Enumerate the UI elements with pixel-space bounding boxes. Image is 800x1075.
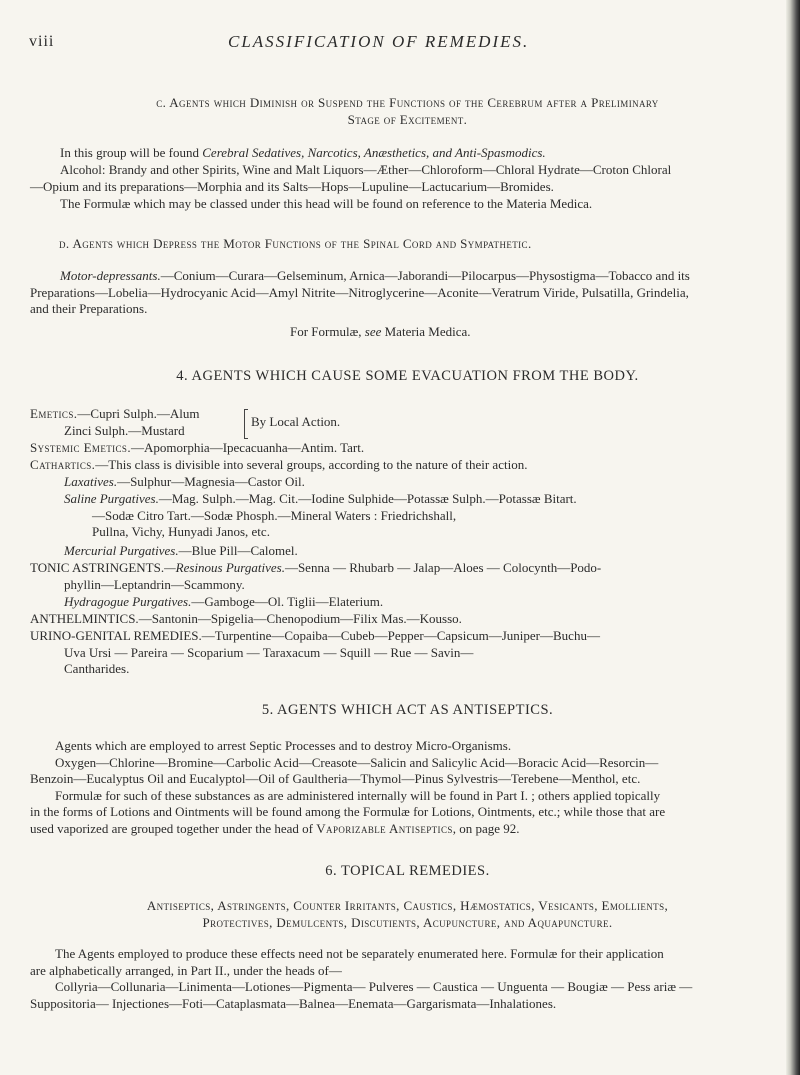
motor-depressants-label: Motor-depressants. bbox=[60, 268, 161, 283]
section-5-p1: Agents which are employed to arrest Septic Processes and to destroy Micro-Organisms. bbox=[55, 738, 512, 753]
hydragogue-label: Hydragogue Purgatives. bbox=[64, 594, 192, 609]
cathartics-text: —This class is divisible into several groups, according to the nature of their action. bbox=[95, 457, 528, 472]
anthelmintics-text: —Santonin—Spigelia—Chenopodium—Filix Mas.—Kousso. bbox=[138, 611, 462, 626]
urino-line2: Uva Ursi — Pareira — Scoparium — Taraxacum — Squill — Rue — Savin— bbox=[64, 644, 474, 660]
urino-genital-remedies bbox=[30, 628, 770, 678]
section-4-heading: 4. AGENTS WHICH CAUSE SOME EVACUATION FROM THE BODY. bbox=[176, 368, 639, 384]
mercurial-label: Mercurial Purgatives. bbox=[64, 543, 179, 558]
section-5-p3-line1: Formulæ for such of these substances as are administered internally will be found in Part I. ; others applied topically bbox=[55, 787, 661, 803]
section-c-intro-prefix: In this group will be found bbox=[60, 145, 203, 160]
saline-purgatives bbox=[64, 491, 764, 541]
hydragogue-text: —Gamboge—Ol. Tiglii—Elaterium. bbox=[191, 594, 384, 609]
urino-label: URINO-GENITAL REMEDIES. bbox=[30, 628, 202, 643]
formulae-ref-see: see bbox=[364, 324, 382, 339]
tonic-line1-text: —Senna — Rhubarb — Jalap—Aloes — Colocynth—Podo- bbox=[284, 560, 602, 575]
running-title: CLASSIFICATION OF REMEDIES. bbox=[228, 32, 530, 51]
saline-line1-text: —Mag. Sulph.—Mag. Cit.—Iodine Sulphide—Potassæ Sulph.—Potassæ Bitart. bbox=[158, 491, 577, 506]
formulae-ref-target: Materia Medica. bbox=[381, 324, 471, 339]
systemic-emetics-text: —Apomorphia—Ipecacuanha—Antim. Tart. bbox=[130, 440, 365, 455]
section-6-heading: 6. TOPICAL REMEDIES. bbox=[325, 863, 490, 879]
tonic-label: TONIC ASTRINGENTS. bbox=[30, 560, 165, 575]
tonic-line1 bbox=[30, 560, 770, 577]
tonic-line2: phyllin—Leptandrin—Scammony. bbox=[64, 576, 245, 592]
urino-line1-text: —Turpentine—Copaiba—Cubeb—Pepper—Capsicum—Juniper—Buchu— bbox=[201, 628, 600, 643]
anthelmintics-label: ANTHELMINTICS. bbox=[30, 611, 139, 626]
section-c-heading-line1: c. Agents which Diminish or Suspend the Functions of the Cerebrum after a Preliminary bbox=[156, 95, 659, 110]
section-6-p1-line1: The Agents employed to produce these effects need not be separately enumerated here. Formulæ for their application bbox=[55, 946, 664, 961]
section-6-categories bbox=[40, 898, 775, 931]
local-action-label: By Local Action. bbox=[251, 414, 341, 429]
cathartics bbox=[30, 457, 770, 474]
systemic-emetics-label: Systemic Emetics. bbox=[30, 440, 131, 455]
section-6-p2-line2: Suppositoria— Injectiones—Foti—Cataplasmata—Balnea—Enemata—Gargarismata—Inhalationes. bbox=[30, 995, 557, 1011]
mercurial-text: —Blue Pill—Calomel. bbox=[178, 543, 298, 558]
section-6-p2-line1: Collyria—Collunaria—Linimenta—Lotiones—Pigmenta— Pulveres — Caustica — Unguenta — Bougiæ — Pess ariæ — bbox=[55, 979, 693, 994]
section-d-heading: d. Agents which Depress the Motor Functions of the Spinal Cord and Sympathetic. bbox=[59, 236, 532, 251]
laxatives bbox=[64, 474, 764, 491]
hydragogue-purgatives bbox=[64, 594, 764, 611]
section-5-p2-line1: Oxygen—Chlorine—Bromine—Carbolic Acid—Creasote—Salicin and Salicylic Acid—Boracic Acid—Resorcin— bbox=[55, 754, 659, 770]
saline-line1 bbox=[64, 491, 764, 508]
section-c-intro bbox=[60, 145, 760, 162]
urino-line1 bbox=[30, 628, 770, 645]
tonic-astringents bbox=[30, 560, 770, 593]
saline-label: Saline Purgatives. bbox=[64, 491, 159, 506]
section-6-body bbox=[30, 946, 770, 1012]
section-c-list bbox=[30, 162, 770, 195]
emetics-block bbox=[30, 406, 270, 439]
section-c-list-line2: —Opium and its preparations—Morphia and its Salts—Hops—Lupuline—Lactucarium—Bromides. bbox=[30, 178, 554, 194]
section-5-p3-line3-suffix: , on page 92. bbox=[452, 820, 520, 836]
section-5-heading: 5. AGENTS WHICH ACT AS ANTISEPTICS. bbox=[261, 702, 554, 718]
section-5-p2-line2: Benzoin—Eucalyptus Oil and Eucalyptol—Oil of Gaultheria—Thymol—Pinus Sylvestris—Terebene—Menthol, etc. bbox=[30, 771, 641, 786]
vaporizable-antiseptics-ref: Vaporizable Antiseptics bbox=[316, 820, 453, 836]
emetics-line1-text: —Cupri Sulph.—Alum bbox=[77, 406, 200, 421]
urino-line3: Cantharides. bbox=[64, 661, 130, 676]
section-5-p3-line2: in the forms of Lotions and Ointments will be found among the Formulæ for Lotions, Ointments, etc.; while those that are bbox=[30, 804, 666, 819]
section-d-formulae-ref bbox=[290, 324, 590, 341]
emetics-label: Emetics. bbox=[30, 406, 78, 421]
section-5-p3-line3 bbox=[30, 821, 770, 838]
book-spine-shadow bbox=[786, 0, 800, 1075]
page-number: viii bbox=[29, 33, 55, 50]
laxatives-label: Laxatives. bbox=[64, 474, 118, 489]
section-d-line3: and their Preparations. bbox=[30, 301, 148, 316]
section-d-body bbox=[30, 268, 770, 318]
section-d-line1-text: —Conium—Curara—Gelseminum, Arnica—Jaborandi—Pilocarpus—Physostigma—Tobacco and its bbox=[160, 268, 690, 283]
resinous-label: —Resinous Purgatives. bbox=[164, 560, 285, 575]
section-c-list-line1: Alcohol: Brandy and other Spirits, Wine and Malt Liquors—Æther—Chloroform—Chloral Hydrate—Croton Chloral bbox=[60, 162, 672, 177]
section-c-intro-items: Cerebral Sedatives, Narcotics, Anæsthetics, and Anti-Spasmodics. bbox=[202, 145, 546, 160]
laxatives-text: —Sulphur—Magnesia—Castor Oil. bbox=[117, 474, 305, 489]
saline-line3: Pullna, Vichy, Hunyadi Janos, etc. bbox=[92, 524, 270, 539]
emetics-line1 bbox=[30, 406, 270, 423]
emetics-line2: Zinci Sulph.—Mustard bbox=[64, 422, 185, 438]
emetics-brace bbox=[244, 409, 248, 439]
section-5-p3-line3-prefix: used vaporized are grouped together under the head of bbox=[30, 820, 317, 836]
section-6-categories-line1: Antiseptics, Astringents, Counter Irritants, Caustics, Hæmostatics, Vesicants, Emollients, bbox=[146, 898, 669, 913]
section-5-body bbox=[30, 738, 770, 837]
formulae-ref-prefix: For Formulæ, bbox=[290, 324, 365, 339]
section-c-formulae-note: The Formulæ which may be classed under this head will be found on reference to the Materia Medica. bbox=[60, 196, 593, 211]
section-d-line1 bbox=[30, 268, 770, 285]
saline-line2: —Sodæ Citro Tart.—Sodæ Phosph.—Mineral Waters : Friedrichshall, bbox=[92, 507, 457, 523]
cathartics-label: Cathartics. bbox=[30, 457, 96, 472]
systemic-emetics bbox=[30, 440, 770, 457]
section-c-heading bbox=[60, 95, 755, 128]
mercurial-purgatives bbox=[64, 543, 764, 560]
section-d-line2: Preparations—Lobelia—Hydrocyanic Acid—Amyl Nitrite—Nitroglycerine—Aconite—Veratrum Viride, Pulsatilla, Grindelia, bbox=[30, 284, 689, 300]
section-6-p1-line2: are alphabetically arranged, in Part II., under the heads of— bbox=[30, 962, 342, 978]
anthelmintics bbox=[30, 611, 770, 628]
section-c-heading-line2: Stage of Excitement. bbox=[347, 111, 468, 127]
section-6-categories-line2: Protectives, Demulcents, Discutients, Acupuncture, and Aquapuncture. bbox=[202, 914, 613, 930]
